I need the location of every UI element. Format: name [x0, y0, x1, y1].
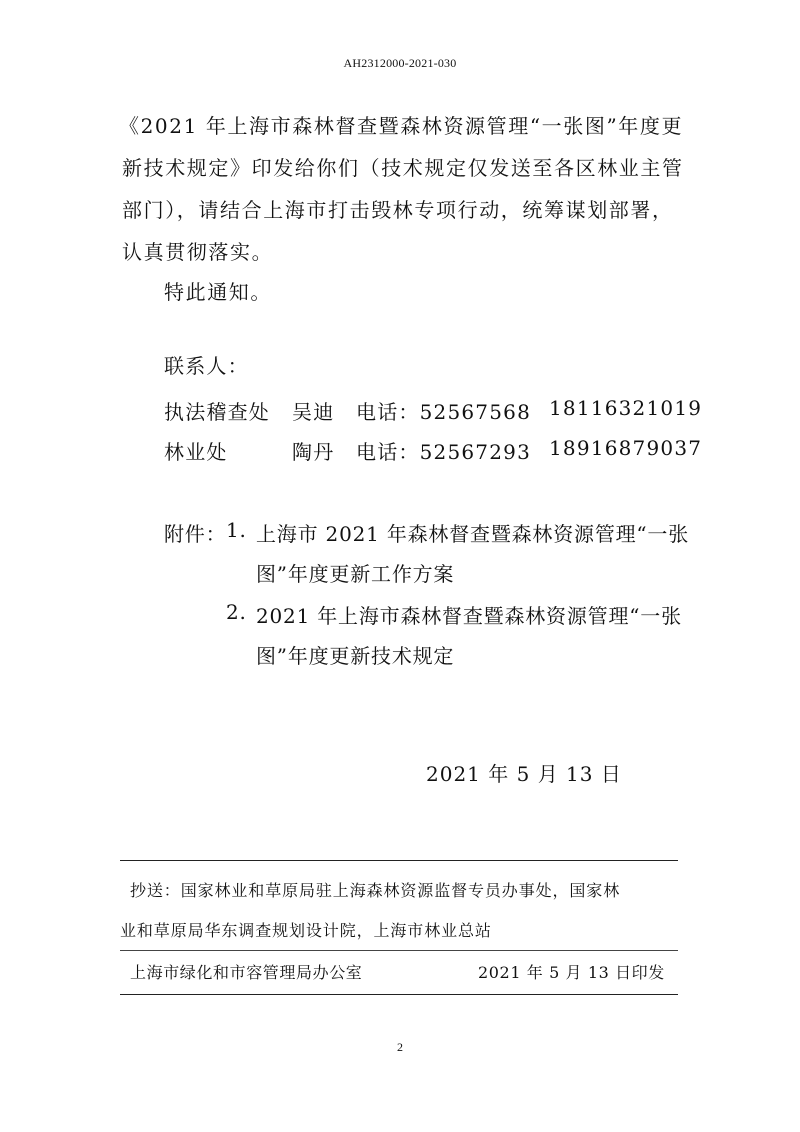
signing-date: 2021 年 5 月 13 日: [426, 762, 622, 786]
body-line-1: 《2021 年上海市森林督查暨森林资源管理“一张图”年度更: [119, 114, 684, 138]
attachment-title-line-2: 图”年度更新技术规定: [256, 644, 455, 668]
cc-line-2: 业和草原局华东调查规划设计院，上海市林业总站: [120, 921, 492, 940]
contact-mobile: 18916879037: [549, 436, 703, 460]
contact-mobile: 18116321019: [549, 396, 703, 420]
attachment-number: 1.: [226, 518, 247, 542]
contact-dept: 执法稽查处: [164, 400, 270, 424]
document-code: AH2312000-2021-030: [343, 56, 457, 70]
contact-row: [164, 396, 703, 424]
contacts-label: 联系人：: [164, 354, 249, 378]
footer-middle-rule: [120, 950, 678, 951]
body-line-3: 部门），请结合上海市打击毁林专项行动，统筹谋划部署，: [122, 198, 674, 222]
cc-line-1: 抄送：国家林业和草原局驻上海森林资源监督专员办事处，国家林: [130, 881, 621, 900]
footer-bottom-rule: [120, 994, 678, 995]
attachment-title-line-1: 2021 年上海市森林督查暨森林资源管理“一张: [256, 604, 682, 628]
issue-date: 2021 年 5 月 13 日印发: [478, 963, 665, 982]
contact-name: 吴迪: [292, 400, 335, 424]
body-line-2: 新技术规定》印发给你们（技术规定仅发送至各区林业主管: [122, 156, 684, 180]
attachment-title-line-2: 图”年度更新工作方案: [256, 562, 455, 586]
attachment-number: 2.: [226, 600, 247, 624]
footer-top-rule: [120, 860, 678, 861]
contact-row: [164, 436, 703, 464]
attachments-label: 附件：: [164, 522, 227, 546]
contact-name: 陶丹: [292, 440, 335, 464]
notice-text: 特此通知。: [164, 280, 272, 304]
attachment-title-line-1: 上海市 2021 年森林督查暨森林资源管理“一张: [256, 522, 690, 546]
contact-dept: 林业处: [164, 440, 228, 464]
contact-phone: 电话：52567568: [356, 400, 531, 424]
issuing-office: 上海市绿化和市容管理局办公室: [130, 963, 363, 982]
contact-phone: 电话：52567293: [356, 440, 531, 464]
page-number: 2: [397, 1040, 403, 1054]
body-line-4: 认真贯彻落实。: [122, 240, 274, 264]
